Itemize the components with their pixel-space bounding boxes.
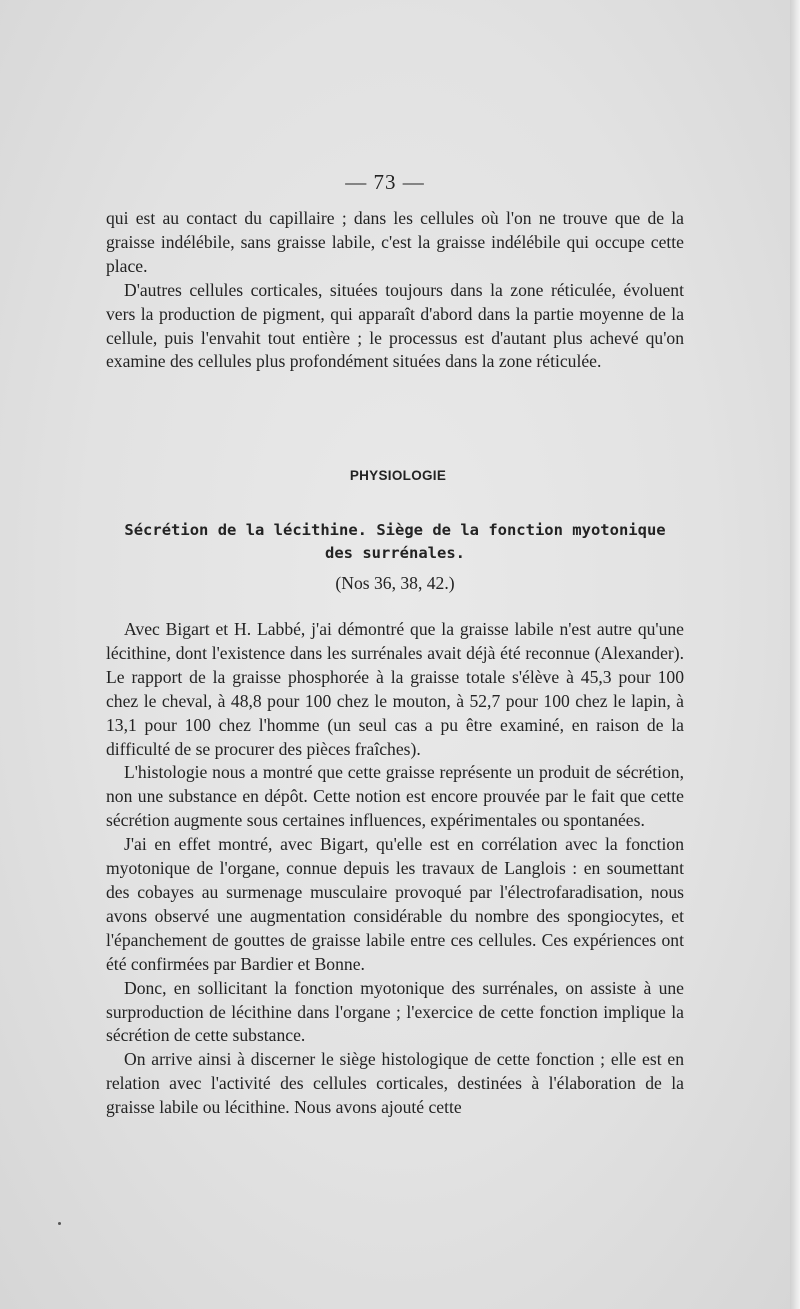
- section-heading: PHYSIOLOGIE: [349, 468, 447, 483]
- paragraph: L'histologie nous a montré que cette graisse représente un produit de sécrétion, non une substance en dépôt. Cette notion est encore prouvée par le fait que cette sécrétion augmente sous certaines influences, expérimentales ou spontanées.: [106, 762, 684, 831]
- article-title-line: Sécrétion de la lécithine. Siège de la fonction myotonique: [124, 521, 666, 539]
- paragraph: J'ai en effet montré, avec Bigart, qu'elle est en corrélation avec la fonction myotonique de l'organe, connue depuis les travaux de Langlois : en soumettant des cobayes au surmenage musculaire provoqué par l'électrofaradisation, nous avons observé une augmentation considérable du nombre des spongiocytes, et l'épanchement de gouttes de graisse labile entre ces cellules. Ces expériences ont été confirmées par Bardier et Bonne.: [106, 834, 684, 974]
- page-number: — 73 —: [345, 170, 425, 194]
- paragraph: On arrive ainsi à discerner le siège histologique de cette fonction ; elle est en relation avec l'activité des cellules corticales, destinées à l'élaboration de la graisse labile ou lécithine. Nous avons ajouté cette: [106, 1049, 684, 1118]
- paragraph: D'autres cellules corticales, situées toujours dans la zone réticulée, évoluent vers la production de pigment, qui apparaît d'abord dans la partie moyenne de la cellule, puis l'envahit tout entière ; le processus est d'autant plus achevé qu'on examine des cellules plus profondément situées dans la zone réticulée.: [106, 279, 684, 372]
- article-reference: (Nos 36, 38, 42.): [335, 573, 455, 593]
- paragraph: Avec Bigart et H. Labbé, j'ai démontré que la graisse labile n'est autre qu'une lécithine, dont l'existence dans les surrénales avait déjà été reconnue (Alexander). Le rapport de la graisse phosphorée à la graisse totale s'élève à 45,3 pour 100 chez le cheval, à 48,8 pour 100 chez le mouton, à 52,7 pour 100 chez le lapin, à 13,1 pour 100 chez l'homme (un seul cas a pu être examiné, en raison de la difficulté de se procurer des pièces fraîches).: [106, 619, 684, 759]
- paragraph: Donc, en sollicitant la fonction myotonique des surrénales, on assiste à une surproduction de lécithine dans l'organe ; l'exercice de cette fonction implique la sécrétion de cette substance.: [106, 977, 684, 1046]
- page-edge-shadow: [790, 0, 800, 1309]
- article-title: [106, 519, 684, 565]
- article-title-line: des surrénales.: [325, 544, 465, 562]
- intro-text-block: [106, 207, 684, 374]
- scan-speck: [58, 1222, 61, 1225]
- paragraph: qui est au contact du capillaire ; dans les cellules où l'on ne trouve que de la graisse indélébile, sans graisse labile, c'est la graisse indélébile qui occupe cette place.: [106, 208, 684, 276]
- body-text-block: [106, 618, 684, 1120]
